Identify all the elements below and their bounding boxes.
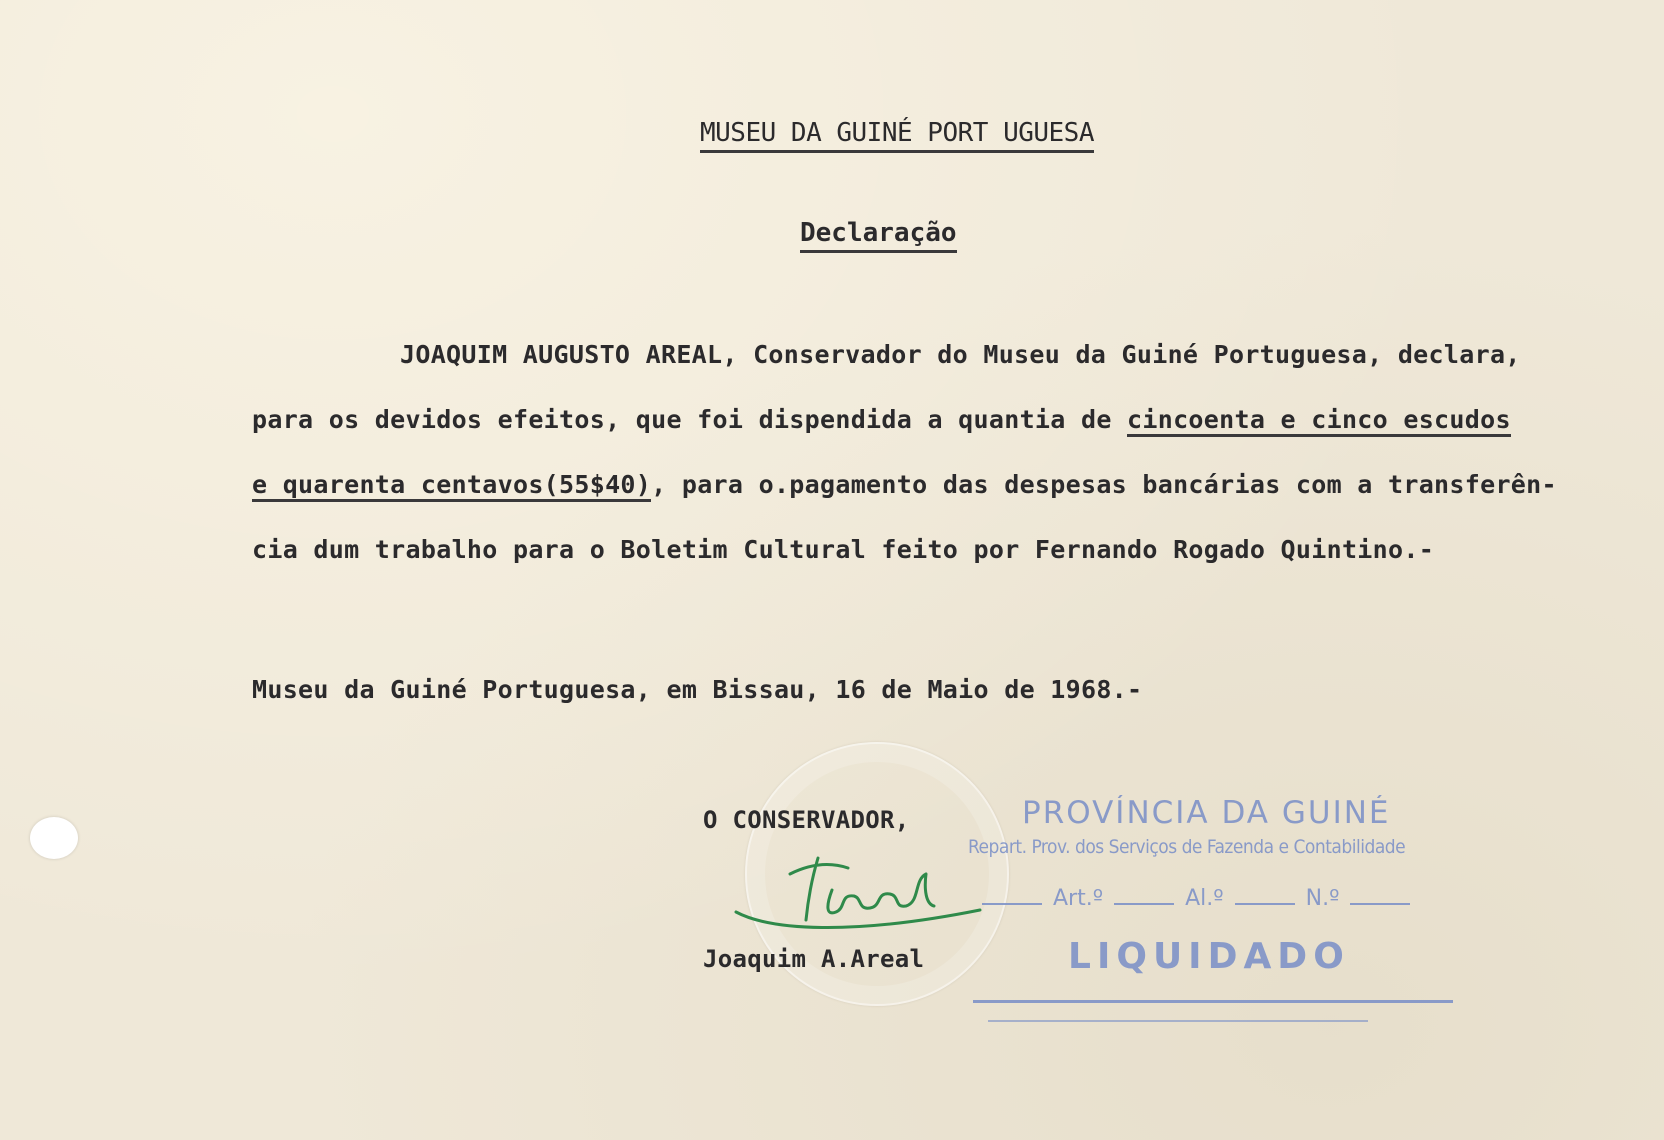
stamp-field-al: Al.º bbox=[1185, 886, 1224, 911]
stamp-rule bbox=[988, 1020, 1368, 1022]
handwritten-signature bbox=[730, 850, 990, 940]
signatory-name: Joaquim A.Areal bbox=[703, 945, 925, 973]
amount-words-part-2: e quarenta centavos(55$40) bbox=[252, 470, 651, 502]
body-line-2-prefix: para os devidos efeitos, que foi dispendida a quantia de bbox=[252, 405, 1128, 434]
stamp-field-n: N.º bbox=[1305, 886, 1340, 911]
body-line-3-suffix: , para o.pagamento das despesas bancárias com a transferên- bbox=[651, 470, 1557, 499]
document-heading: Declaração bbox=[800, 218, 957, 253]
body-line-4: cia dum trabalho para o Boletim Cultural feito por Fernando Rogado Quintino.- bbox=[252, 535, 1435, 564]
stamp-field-blank bbox=[1350, 903, 1410, 905]
stamp-fields bbox=[978, 886, 1448, 911]
signatory-role: O CONSERVADOR, bbox=[703, 806, 910, 834]
stamp-field-blank bbox=[982, 903, 1042, 905]
punch-hole bbox=[30, 817, 78, 859]
stamp-field-blank bbox=[1114, 903, 1174, 905]
stamp-title: PROVÍNCIA DA GUINÉ bbox=[1022, 795, 1391, 831]
liquidation-stamp bbox=[968, 790, 1458, 1090]
stamp-field-art: Art.º bbox=[1053, 886, 1104, 911]
body-line-1: JOAQUIM AUGUSTO AREAL, Conservador do Museu da Guiné Portuguesa, declara, bbox=[400, 340, 1521, 369]
stamp-department: Repart. Prov. dos Serviços de Fazenda e Contabilidade bbox=[968, 836, 1406, 858]
body-line-2 bbox=[252, 405, 1511, 434]
stamp-status: LIQUIDADO bbox=[1068, 936, 1350, 977]
place-date: Museu da Guiné Portuguesa, em Bissau, 16 de Maio de 1968.- bbox=[252, 675, 1143, 704]
stamp-rule bbox=[973, 1000, 1453, 1003]
stamp-field-blank bbox=[1235, 903, 1295, 905]
body-line-3 bbox=[252, 470, 1557, 499]
institution-title: MUSEU DA GUINÉ PORT UGUESA bbox=[700, 118, 1094, 153]
amount-words-part-1: cincoenta e cinco escudos bbox=[1127, 405, 1511, 437]
